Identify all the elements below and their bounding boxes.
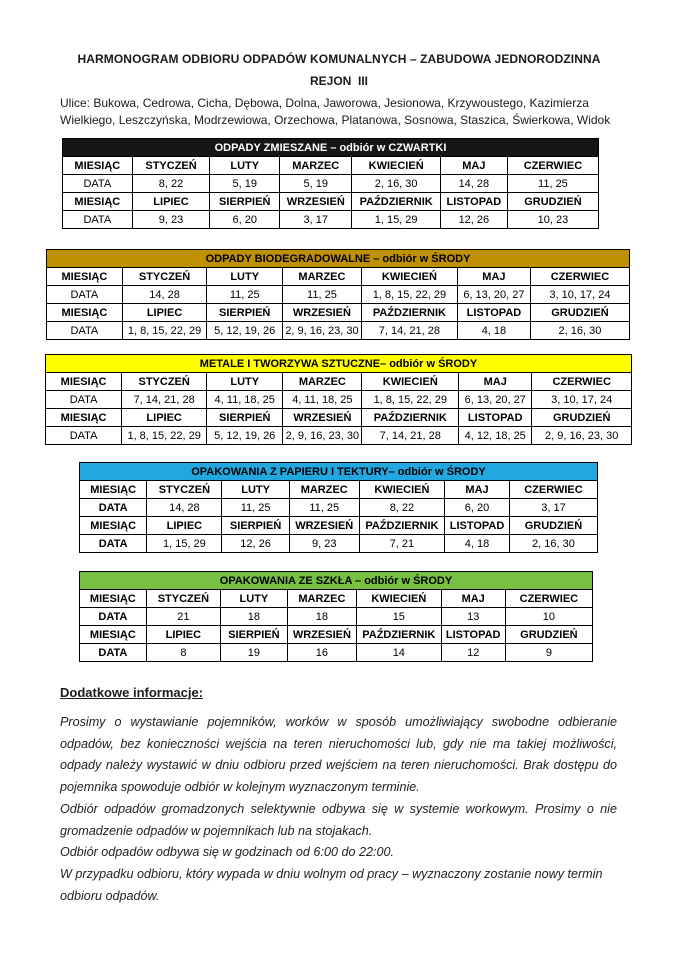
month-header-cell: WRZESIEŃ xyxy=(283,409,362,427)
table-row xyxy=(46,409,632,427)
table-row xyxy=(46,427,632,445)
month-header-cell: WRZESIEŃ xyxy=(283,304,362,322)
table-row xyxy=(46,391,632,409)
date-cell: 1, 8, 15, 22, 29 xyxy=(122,322,207,340)
row-label: DATA xyxy=(63,211,133,229)
row-label: DATA xyxy=(80,535,147,553)
month-header-cell: PAŹDZIERNIK xyxy=(361,304,457,322)
month-header-cell: KWIECIEŃ xyxy=(362,373,459,391)
region-subtitle: REJON III xyxy=(309,74,368,88)
month-header-cell: CZERWIEC xyxy=(530,268,629,286)
date-cell: 8, 22 xyxy=(132,175,210,193)
month-header-cell: GRUDZIEŃ xyxy=(530,304,629,322)
date-cell: 2, 9, 16, 23, 30 xyxy=(283,427,362,445)
table-row xyxy=(80,626,593,644)
date-cell: 2, 16, 30 xyxy=(530,322,629,340)
date-cell: 5, 19 xyxy=(210,175,280,193)
month-header-cell: MAJ xyxy=(457,268,530,286)
month-header-cell: PAŹDZIERNIK xyxy=(352,193,440,211)
date-cell: 3, 17 xyxy=(509,499,597,517)
date-cell: 1, 15, 29 xyxy=(352,211,440,229)
table-title-row xyxy=(63,139,599,157)
row-label: MIESIĄC xyxy=(63,193,133,211)
date-cell: 1, 15, 29 xyxy=(147,535,222,553)
date-cell: 2, 9, 16, 23, 30 xyxy=(283,322,362,340)
month-header-cell: LISTOPAD xyxy=(445,517,510,535)
date-cell: 15 xyxy=(357,608,442,626)
date-cell: 7, 14, 21, 28 xyxy=(122,391,207,409)
table-row xyxy=(80,535,598,553)
month-header-cell: STYCZEŃ xyxy=(122,373,207,391)
month-header-cell: PAŹDZIERNIK xyxy=(362,409,459,427)
table-row xyxy=(47,286,630,304)
date-cell: 14 xyxy=(357,644,442,662)
date-cell: 11, 25 xyxy=(222,499,289,517)
table-title: OPAKOWANIA ZE SZKŁA – odbiór w ŚRODY xyxy=(80,572,593,590)
month-header-cell: SIERPIEŃ xyxy=(207,409,283,427)
month-header-cell: LIPIEC xyxy=(122,409,207,427)
date-cell: 4, 18 xyxy=(457,322,530,340)
month-header-cell: WRZESIEŃ xyxy=(280,193,352,211)
table-row xyxy=(80,499,598,517)
table-title: ODPADY ZMIESZANE – odbiór w CZWARTKI xyxy=(63,139,599,157)
date-cell: 3, 10, 17, 24 xyxy=(530,286,629,304)
month-header-cell: MAJ xyxy=(459,373,532,391)
month-header-cell: MARZEC xyxy=(289,481,359,499)
table-row xyxy=(80,608,593,626)
row-label: DATA xyxy=(46,427,122,445)
row-label: MIESIĄC xyxy=(63,157,133,175)
date-cell: 4, 11, 18, 25 xyxy=(283,391,362,409)
month-header-cell: LIPIEC xyxy=(146,626,220,644)
date-cell: 9 xyxy=(505,644,592,662)
table-title-row xyxy=(80,463,598,481)
date-cell: 11, 25 xyxy=(207,286,283,304)
month-header-cell: STYCZEŃ xyxy=(132,157,210,175)
row-label: MIESIĄC xyxy=(47,304,123,322)
table-row xyxy=(47,304,630,322)
month-header-cell: CZERWIEC xyxy=(532,373,632,391)
info-paragraph: Odbiór odpadów gromadzonych selektywnie odbywa się w systemie workowym. Prosimy o nie gromadzenie odpadów w pojemnikach lub na stojakach. xyxy=(60,801,617,838)
month-header-cell: CZERWIEC xyxy=(509,481,597,499)
month-header-cell: SIERPIEŃ xyxy=(207,304,283,322)
month-header-cell: KWIECIEŃ xyxy=(361,268,457,286)
month-header-cell: LISTOPAD xyxy=(459,409,532,427)
month-header-cell: LIPIEC xyxy=(132,193,210,211)
table-row xyxy=(63,175,599,193)
table-row xyxy=(80,517,598,535)
date-cell: 3, 17 xyxy=(280,211,352,229)
date-cell: 9, 23 xyxy=(132,211,210,229)
table-row xyxy=(46,373,632,391)
month-header-cell: KWIECIEŃ xyxy=(352,157,440,175)
month-header-cell: GRUDZIEŃ xyxy=(505,626,592,644)
month-header-cell: MARZEC xyxy=(283,373,362,391)
month-header-cell: LUTY xyxy=(222,481,289,499)
date-cell: 8, 22 xyxy=(359,499,444,517)
month-header-cell: CZERWIEC xyxy=(507,157,598,175)
row-label: DATA xyxy=(47,322,123,340)
table-row xyxy=(47,268,630,286)
month-header-cell: LUTY xyxy=(207,373,283,391)
table-title: ODPADY BIODEGRADOWALNE – odbiór w ŚRODY xyxy=(47,250,630,268)
month-header-cell: WRZESIEŃ xyxy=(289,517,359,535)
date-cell: 1, 8, 15, 22, 29 xyxy=(362,391,459,409)
row-label: DATA xyxy=(63,175,133,193)
schedule-tables xyxy=(0,138,678,662)
table-title: METALE I TWORZYWA SZTUCZNE– odbiór w ŚRODY xyxy=(46,355,632,373)
month-header-cell: LUTY xyxy=(207,268,283,286)
waste-table-odpady-biodegradowalne xyxy=(46,249,630,340)
month-header-cell: KWIECIEŃ xyxy=(359,481,444,499)
date-cell: 16 xyxy=(287,644,356,662)
month-header-cell: STYCZEŃ xyxy=(122,268,207,286)
date-cell: 6, 20 xyxy=(210,211,280,229)
date-cell: 12, 26 xyxy=(440,211,507,229)
date-cell: 11, 25 xyxy=(283,286,362,304)
date-cell: 4, 12, 18, 25 xyxy=(459,427,532,445)
month-header-cell: MARZEC xyxy=(280,157,352,175)
date-cell: 6, 20 xyxy=(445,499,510,517)
month-header-cell: LUTY xyxy=(221,590,288,608)
date-cell: 14, 28 xyxy=(147,499,222,517)
month-header-cell: LUTY xyxy=(210,157,280,175)
date-cell: 18 xyxy=(221,608,288,626)
date-cell: 2, 16, 30 xyxy=(352,175,440,193)
date-cell: 5, 12, 19, 26 xyxy=(207,322,283,340)
date-cell: 13 xyxy=(441,608,505,626)
date-cell: 10, 23 xyxy=(507,211,598,229)
waste-table-metale-i-tworzywa-sztuczne xyxy=(45,354,632,445)
month-header-cell: GRUDZIEŃ xyxy=(532,409,632,427)
row-label: DATA xyxy=(80,499,147,517)
additional-info xyxy=(60,712,617,907)
date-cell: 2, 9, 16, 23, 30 xyxy=(532,427,632,445)
info-paragraph: W przypadku odbioru, który wypada w dniu wolnym od pracy – wyznaczony zostanie nowy termin odbioru odpadów. xyxy=(60,866,603,903)
date-cell: 10 xyxy=(505,608,592,626)
month-header-cell: MAJ xyxy=(445,481,510,499)
date-cell: 9, 23 xyxy=(289,535,359,553)
date-cell: 12, 26 xyxy=(222,535,289,553)
date-cell: 11, 25 xyxy=(289,499,359,517)
date-cell: 7, 14, 21, 28 xyxy=(361,322,457,340)
table-row xyxy=(63,193,599,211)
month-header-cell: STYCZEŃ xyxy=(147,481,222,499)
month-header-cell: LISTOPAD xyxy=(441,626,505,644)
month-header-cell: MARZEC xyxy=(283,268,362,286)
table-title: OPAKOWANIA Z PAPIERU I TEKTURY– odbiór w ŚRODY xyxy=(80,463,598,481)
row-label: MIESIĄC xyxy=(80,517,147,535)
table-title-row xyxy=(46,355,632,373)
date-cell: 12 xyxy=(441,644,505,662)
table-title-row xyxy=(80,572,593,590)
date-cell: 7, 21 xyxy=(359,535,444,553)
waste-table-odpady-zmieszane xyxy=(62,138,599,229)
date-cell: 6, 13, 20, 27 xyxy=(459,391,532,409)
month-header-cell: LISTOPAD xyxy=(440,193,507,211)
page-title: HARMONOGRAM ODBIORU ODPADÓW KOMUNALNYCH – ZABUDOWA JEDNORODZINNA xyxy=(77,52,601,66)
month-header-cell: MAJ xyxy=(440,157,507,175)
month-header-cell: LISTOPAD xyxy=(457,304,530,322)
row-label: DATA xyxy=(80,644,147,662)
month-header-cell: SIERPIEŃ xyxy=(222,517,289,535)
row-label: DATA xyxy=(47,286,123,304)
info-paragraph: Odbiór odpadów odbywa się w godzinach od 6:00 do 22:00. xyxy=(60,845,394,860)
month-header-cell: STYCZEŃ xyxy=(146,590,220,608)
month-header-cell: WRZESIEŃ xyxy=(287,626,356,644)
month-header-cell: LIPIEC xyxy=(122,304,207,322)
table-row xyxy=(80,590,593,608)
date-cell: 21 xyxy=(146,608,220,626)
table-row xyxy=(63,211,599,229)
table-row xyxy=(63,157,599,175)
month-header-cell: SIERPIEŃ xyxy=(210,193,280,211)
month-header-cell: GRUDZIEŃ xyxy=(509,517,597,535)
month-header-cell: MAJ xyxy=(441,590,505,608)
date-cell: 1, 8, 15, 22, 29 xyxy=(122,427,207,445)
date-cell: 4, 11, 18, 25 xyxy=(207,391,283,409)
waste-table-opakowania-z-papieru-i-tektury xyxy=(79,462,598,553)
additional-info-heading: Dodatkowe informacje: xyxy=(60,685,204,700)
waste-table-opakowania-ze-szkla xyxy=(79,571,593,662)
row-label: MIESIĄC xyxy=(46,409,122,427)
date-cell: 8 xyxy=(146,644,220,662)
month-header-cell: PAŹDZIERNIK xyxy=(357,626,442,644)
table-title-row xyxy=(47,250,630,268)
streets-list: Ulice: Bukowa, Cedrowa, Cicha, Dębowa, Dolna, Jaworowa, Jesionowa, Krzywoustego, Kazimierza Wielkiego, Leszczyńska, Modrzewiowa, Orzechowa, Platanowa, Sosnowa, Staszica, Świerkowa, Widok xyxy=(60,96,611,127)
date-cell: 18 xyxy=(287,608,356,626)
month-header-cell: GRUDZIEŃ xyxy=(507,193,598,211)
date-cell: 5, 12, 19, 26 xyxy=(207,427,283,445)
table-row xyxy=(47,322,630,340)
row-label: MIESIĄC xyxy=(80,626,147,644)
row-label: MIESIĄC xyxy=(80,590,147,608)
table-row xyxy=(80,481,598,499)
date-cell: 19 xyxy=(221,644,288,662)
row-label: DATA xyxy=(46,391,122,409)
row-label: MIESIĄC xyxy=(47,268,123,286)
month-header-cell: LIPIEC xyxy=(147,517,222,535)
date-cell: 7, 14, 21, 28 xyxy=(362,427,459,445)
date-cell: 11, 25 xyxy=(507,175,598,193)
month-header-cell: KWIECIEŃ xyxy=(357,590,442,608)
date-cell: 1, 8, 15, 22, 29 xyxy=(361,286,457,304)
row-label: MIESIĄC xyxy=(80,481,147,499)
date-cell: 5, 19 xyxy=(280,175,352,193)
date-cell: 14, 28 xyxy=(122,286,207,304)
table-row xyxy=(80,644,593,662)
date-cell: 2, 16, 30 xyxy=(509,535,597,553)
row-label: DATA xyxy=(80,608,147,626)
date-cell: 14, 28 xyxy=(440,175,507,193)
info-paragraph: Prosimy o wystawianie pojemników, worków w sposób umożliwiający swobodne odbieranie odpadów, bez konieczności wejścia na teren nieruchomości lub, gdy nie ma takiej możliwości, odpady należy wystawić w dniu odbioru przed wejściem na teren nieruchomości. Brak dostępu do pojemnika spowoduje odbiór w kolejnym wyznaczonym terminie. xyxy=(60,715,617,795)
month-header-cell: PAŹDZIERNIK xyxy=(359,517,444,535)
date-cell: 4, 18 xyxy=(445,535,510,553)
date-cell: 3, 10, 17, 24 xyxy=(532,391,632,409)
month-header-cell: SIERPIEŃ xyxy=(221,626,288,644)
row-label: MIESIĄC xyxy=(46,373,122,391)
month-header-cell: MARZEC xyxy=(287,590,356,608)
date-cell: 6, 13, 20, 27 xyxy=(457,286,530,304)
month-header-cell: CZERWIEC xyxy=(505,590,592,608)
